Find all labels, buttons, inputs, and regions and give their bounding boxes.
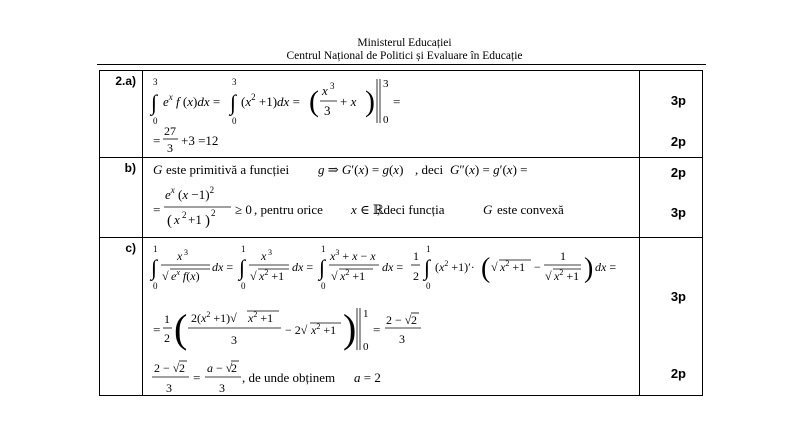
item-label-2b: b) [100, 158, 143, 238]
svg-text:): ) [365, 85, 375, 118]
points-2c-1: 3p [670, 289, 686, 304]
header-ministry: Ministerul Educației [357, 37, 452, 49]
svg-text:(x2 +1)dx =: $(x^2 +1)dx$ = [241, 92, 300, 109]
svg-text:1: 1 [413, 249, 419, 263]
svg-text:−: − [534, 260, 541, 274]
svg-text:3: 3 [330, 81, 335, 91]
svg-text:√: √ [162, 269, 169, 283]
svg-text:x2 +1: $x^2 +1$ [340, 268, 366, 283]
svg-text:∫: ∫ [230, 90, 237, 115]
svg-text:x2 +1: $x^2 +1$ [554, 268, 580, 283]
svg-text:(: ( [174, 306, 188, 351]
svg-text:x2 +1: $x^2 +1$ [248, 310, 274, 325]
svg-text:√: √ [491, 260, 498, 274]
formula-2b [143, 158, 647, 237]
svg-text:+ x: + x [340, 94, 357, 109]
svg-text:√: √ [331, 269, 338, 283]
svg-text:2: 2 [164, 331, 170, 345]
svg-text:dx =: dx = [595, 260, 617, 274]
svg-text:0: 0 [241, 281, 246, 291]
svg-text:∫: ∫ [151, 90, 158, 115]
points-2b [640, 158, 703, 238]
points-2a-1: 3p [670, 93, 686, 108]
header-rule [97, 64, 706, 65]
svg-text:1: 1 [560, 249, 566, 263]
points-2c-2: 2p [670, 366, 686, 381]
svg-text:=: = [393, 94, 401, 109]
svg-text:3: 3 [219, 381, 225, 395]
svg-text:3: 3 [324, 103, 331, 118]
svg-text:2: 2 [411, 313, 417, 327]
svg-text:3: 3 [167, 141, 173, 155]
svg-text:≥ 0: ≥ 0 [235, 202, 252, 217]
svg-text:0: 0 [426, 281, 431, 291]
svg-text:2: 2 [179, 361, 185, 375]
svg-text:x2 +1: $x^2 +1$ [259, 268, 285, 283]
svg-text:G″(x) = g′(x) =: G″(x) = g′(x) = [450, 162, 528, 177]
solution-table [99, 70, 703, 396]
svg-text:− 2√: − 2√ [285, 323, 308, 337]
svg-text:x ∈ ℝ: x ∈ ℝ [351, 202, 384, 217]
svg-text:): ) [584, 253, 594, 284]
svg-text:a = 2: a = 2 [354, 370, 381, 385]
svg-text:): ) [343, 306, 357, 351]
svg-text:2 − √: 2 − √ [154, 361, 180, 375]
svg-text:a − √: a − √ [207, 361, 233, 375]
svg-text:G: G [153, 162, 163, 177]
text-c-obtinem: , de unde obținem [242, 370, 336, 385]
svg-text:ex f(x): $e^x$ f(x) [171, 268, 200, 283]
row-2c [100, 238, 703, 396]
text-b-convexa: este convexă [497, 202, 564, 217]
svg-text:1: 1 [241, 244, 246, 254]
svg-text:0: 0 [153, 116, 158, 126]
svg-text:x: x [322, 83, 328, 98]
svg-text:1: 1 [153, 244, 158, 254]
formula-2c [143, 238, 647, 395]
row-2a [100, 71, 703, 158]
svg-text:2: 2 [413, 269, 419, 283]
svg-text:0: 0 [153, 281, 158, 291]
svg-text:27: 27 [164, 124, 176, 138]
svg-text:0: 0 [383, 114, 389, 126]
svg-text:1: 1 [363, 308, 369, 320]
svg-text:2: 2 [211, 208, 216, 218]
svg-text:x2 +1: $x^2 +1$ [500, 259, 526, 274]
svg-text:x: x [261, 249, 267, 263]
text-b-primitive: este primitivă a funcției [166, 162, 290, 177]
points-2b-1: 2p [670, 165, 686, 180]
svg-text:∫: ∫ [319, 255, 326, 280]
svg-text:=: = [373, 322, 381, 337]
svg-text:0: 0 [232, 116, 237, 126]
svg-text:ex f (x)dx =: $e^x$ f (x)dx = [163, 92, 221, 109]
header-center: Centrul Național de Politici și Evaluare în Educație [286, 50, 523, 62]
text-b-deci2: , deci funcția [377, 202, 445, 217]
svg-text:1: 1 [426, 244, 431, 254]
svg-text:0: 0 [363, 341, 369, 353]
points-2b-2: 3p [670, 205, 686, 220]
points-2a [640, 71, 703, 158]
svg-text:dx =: dx = [382, 260, 404, 274]
solution-2a [143, 71, 640, 158]
solution-2c [143, 238, 640, 396]
svg-text:=: = [153, 202, 161, 217]
svg-text:√: √ [250, 269, 257, 283]
svg-text:(: ( [167, 213, 172, 229]
item-label-2a: 2.a) [100, 71, 143, 158]
svg-text:∫: ∫ [239, 255, 246, 280]
svg-text:x: x [174, 212, 180, 227]
svg-text:=: = [153, 133, 161, 148]
svg-text:3: 3 [184, 248, 188, 257]
svg-text:+3 =12: +3 =12 [181, 133, 219, 148]
svg-text:2(x2 +1)√: $2(x^2 +1)√$ [191, 310, 237, 325]
svg-text:G: G [483, 202, 493, 217]
svg-text:0: 0 [321, 281, 326, 291]
text-b-deci1: , deci [415, 162, 444, 177]
svg-text:=: = [153, 322, 161, 337]
svg-text:1: 1 [164, 312, 170, 326]
svg-text:3: 3 [153, 77, 158, 87]
svg-text:√: √ [545, 269, 552, 283]
svg-text:3: 3 [399, 332, 405, 346]
row-2b [100, 158, 703, 238]
svg-text:g ⇒ G′(x) = g(x): g ⇒ G′(x) = g(x) [318, 162, 404, 177]
points-2a-2: 2p [670, 134, 686, 149]
solution-2b [143, 158, 640, 238]
svg-text:(: ( [309, 85, 319, 118]
svg-text:2: 2 [231, 361, 237, 375]
svg-text:3: 3 [232, 77, 237, 87]
svg-text:x: x [177, 249, 183, 263]
svg-text:3: 3 [166, 381, 172, 395]
svg-text:x2 +1: $x^2 +1$ [311, 322, 337, 337]
svg-text:+1: +1 [188, 212, 202, 227]
svg-text:∫: ∫ [424, 255, 431, 280]
text-b-pentru: , pentru orice [254, 202, 323, 217]
svg-text:dx =: dx = [292, 260, 314, 274]
svg-text:=: = [193, 370, 201, 385]
svg-text:ex (x −1)2: $e^x$ $(x -1)^2$ [165, 185, 215, 202]
item-label-2c: c) [100, 238, 143, 396]
svg-text:3: 3 [231, 333, 237, 347]
svg-text:dx =: dx = [212, 260, 234, 274]
svg-text:x3 + x − x: $x^3 + x - x$ [330, 248, 376, 263]
svg-text:(x2 +1)′·: $(x^2 +1)'\cdot$ [435, 259, 475, 274]
svg-text:∫: ∫ [151, 255, 158, 280]
formula-2a [143, 71, 647, 157]
svg-text:1: 1 [321, 244, 326, 254]
svg-text:3: 3 [383, 78, 389, 90]
svg-text:3: 3 [268, 248, 272, 257]
points-2c [640, 238, 703, 396]
svg-text:2: 2 [182, 210, 187, 220]
svg-text:(: ( [481, 253, 491, 284]
svg-text:): ) [205, 213, 210, 229]
svg-text:2 − √: 2 − √ [386, 313, 412, 327]
